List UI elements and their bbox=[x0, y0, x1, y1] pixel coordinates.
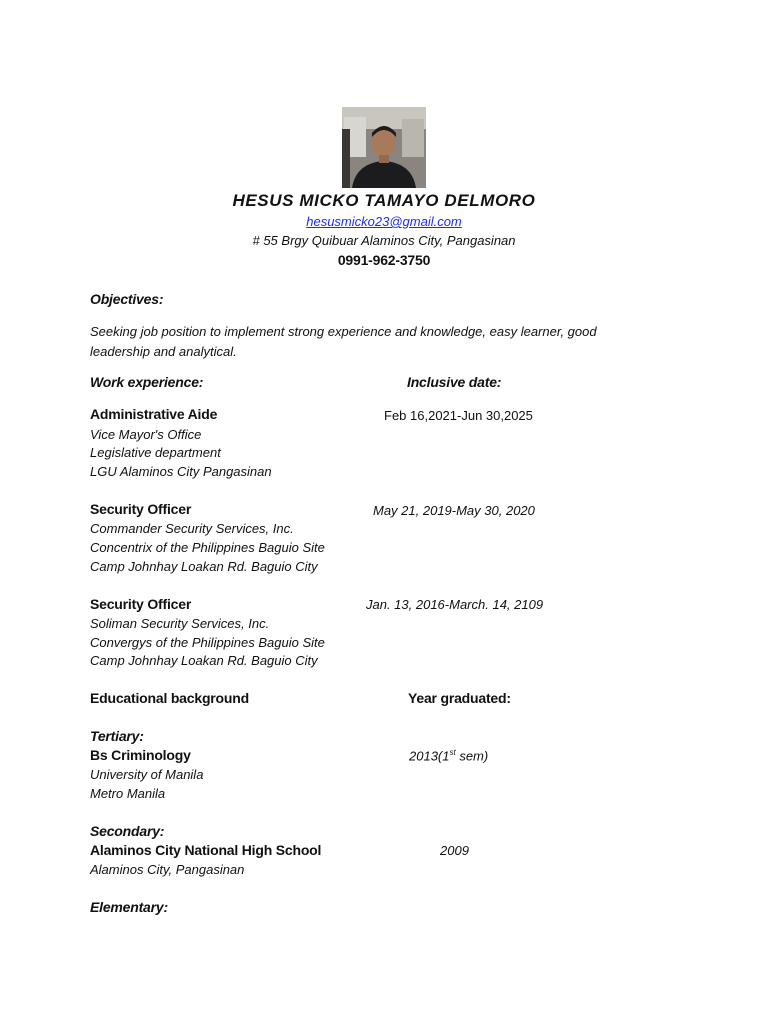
tertiary-detail: University of Manila bbox=[90, 767, 204, 782]
job-detail: Vice Mayor's Office bbox=[90, 427, 202, 442]
job-detail: LGU Alaminos City Pangasinan bbox=[90, 464, 272, 479]
email-link[interactable]: hesusmicko23@gmail.com bbox=[306, 214, 462, 229]
profile-photo bbox=[342, 107, 426, 188]
tertiary-year-main: 2013(1 bbox=[409, 748, 450, 764]
year-graduated-heading: Year graduated: bbox=[408, 690, 511, 706]
address: # 55 Brgy Quibuar Alaminos City, Pangasinan bbox=[252, 233, 516, 248]
secondary-label: Secondary: bbox=[90, 823, 165, 839]
email-line bbox=[0, 214, 768, 229]
job-detail: Camp Johnhay Loakan Rd. Baguio City bbox=[90, 653, 318, 668]
job-detail: Convergys of the Philippines Baguio Site bbox=[90, 635, 325, 650]
objectives-line-1: Seeking job position to implement strong experience and knowledge, easy learner, good bbox=[90, 324, 597, 339]
tertiary-year-sup: st bbox=[449, 748, 456, 757]
job-detail: Camp Johnhay Loakan Rd. Baguio City bbox=[90, 559, 318, 574]
job-title: Security Officer bbox=[90, 501, 192, 517]
tertiary-label: Tertiary: bbox=[90, 728, 144, 744]
job-detail: Commander Security Services, Inc. bbox=[90, 521, 294, 536]
inclusive-date-heading: Inclusive date: bbox=[407, 374, 502, 390]
secondary-year: 2009 bbox=[440, 843, 469, 858]
job-date: Jan. 13, 2016-March. 14, 2109 bbox=[366, 597, 544, 612]
secondary-detail: Alaminos City, Pangasinan bbox=[90, 862, 245, 877]
work-heading: Work experience: bbox=[90, 374, 204, 390]
job-title: Administrative Aide bbox=[90, 406, 218, 422]
elementary-label: Elementary: bbox=[90, 899, 168, 915]
education-heading: Educational background bbox=[90, 690, 249, 706]
job-detail: Concentrix of the Philippines Baguio Site bbox=[90, 540, 325, 555]
objectives-heading: Objectives: bbox=[90, 291, 164, 307]
tertiary-course: Bs Criminology bbox=[90, 747, 191, 763]
objectives-line-2: leadership and analytical. bbox=[90, 344, 237, 359]
tertiary-year bbox=[409, 748, 488, 763]
tertiary-detail: Metro Manila bbox=[90, 786, 166, 801]
tertiary-year-tail: sem) bbox=[455, 748, 489, 764]
job-date: Feb 16,2021-Jun 30,2025 bbox=[384, 408, 533, 423]
secondary-school: Alaminos City National High School bbox=[90, 842, 322, 858]
job-detail: Soliman Security Services, Inc. bbox=[90, 616, 270, 631]
phone: 0991-962-3750 bbox=[337, 252, 431, 268]
job-date: May 21, 2019-May 30, 2020 bbox=[373, 503, 535, 518]
applicant-name: HESUS MICKO TAMAYO DELMORO bbox=[232, 191, 536, 210]
job-detail: Legislative department bbox=[90, 445, 221, 460]
job-title: Security Officer bbox=[90, 596, 192, 612]
